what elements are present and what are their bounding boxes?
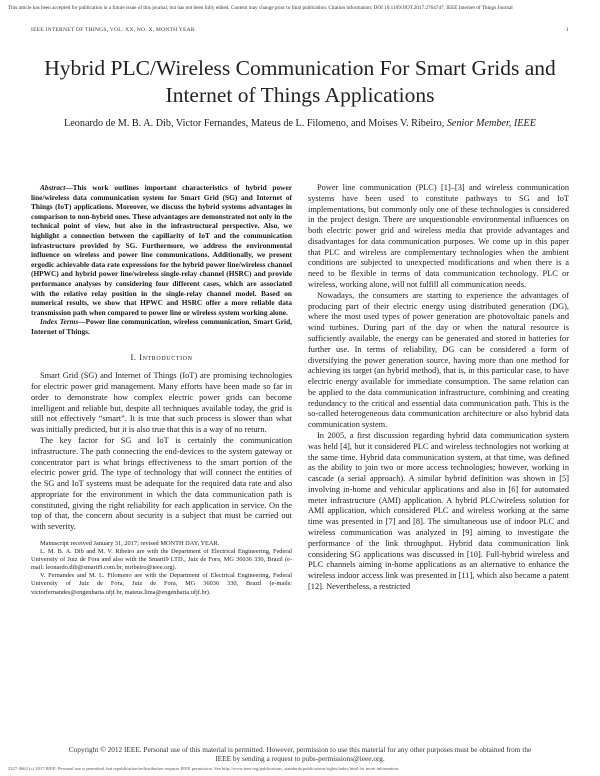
abstract bbox=[31, 183, 292, 317]
publication-notice: This article has been accepted for publication in a future issue of this journal, but has not been fully edited. Content may change prior to final publication. Citation information: DOI 10.1109/JIOT.2017.2764747, IEEE Internet of Things Journal bbox=[8, 5, 513, 11]
copyright-notice: Copyright © 2012 IEEE. Personal use of this material is permitted. However, permission to use this material for any other purposes must be obtained from the IEEE by sending a request to pubs-permissions@ieee.org. bbox=[68, 745, 532, 763]
page-number: 1 bbox=[566, 27, 569, 33]
journal-header: IEEE INTERNET OF THINGS, VOL. XX, NO. X, MONTH YEAR bbox=[31, 27, 195, 33]
index-terms-text: —Power line communication, wireless communication, Smart Grid, Internet of Things. bbox=[31, 317, 292, 336]
footnote: L. M. B. A. Dib and M. V. Ribeiro are with the Department of Electrical Engineering, Federal University of Juiz de Fora and also with the Smarti9 LTD., Juiz de Fora, MG 36036 330, Brazil (e-mail: leonardo.dib@smarti9.com.br, mribeiro@ieee.org). bbox=[31, 548, 292, 572]
section-heading-introduction: I. Introduction bbox=[130, 352, 193, 362]
footnote: Manuscript received January 31, 2017; revised MONTH DAY, YEAR. bbox=[40, 540, 220, 547]
paper-title: Hybrid PLC/Wireless Communication For Smart Grids and Internet of Things Applications bbox=[44, 56, 556, 107]
author-list bbox=[60, 117, 540, 131]
body-paragraph: Power line communication (PLC) [1]–[3] and wireless communication systems have been used to constitute pathways to SG and IoT implementations, but commonly only one of these technologies is considered in the project design. There are unquestionable environmental influences on both electric power grid and wireless media that provide advantages and disadvantages for data communication purposes. We come up in this paper that PLC and wireless are complementary technologies when the ambient conditions are subjected to unexpected modifications and when there is a need to be flexible in terms of data communication technology. PLC or wireless, working alone, will not fulfill all communication needs. bbox=[308, 183, 569, 290]
body-paragraph: Nowadays, the consumers are starting to experience the advantages of producing part of their electric energy using distributed generation (DG), where the most used types of power generation are photovoltaic panels and wind turbines. During part of the day or when the natural resource is sufficiently available, the energy can be generated and stored in batteries for further use. In terms of reliability, DG can be considered a form of diversifying the power generation source, having more than one method for achieving its target (an hybrid method), that is, in this particular case, to have electric energy available for immediate consumption. The same relation can be applied to the data communication infrastructure, combining and creating redundancy to the critical and essential data communication path. This is the so-called heterogeneous data communication architecture or also hybrid data communication system. bbox=[308, 290, 569, 430]
body-paragraph: In 2005, a first discussion regarding hybrid data communication system was held [4], but it considered PLC and wireless technologies not working at the same time. Hybrid data communication system, at that time, was defined as the ability to join two or more access technologies; however, working in cascade (a serial approach). A similar hybrid definition was shown in [5] involving in-home and vehicular applications and also in [6] for automated meter infrastructure (AMI) application. A hybrid PLC/wireless solution for AMI application, which considered PLC and wireless working at the same time was presented in [7] and [8]. The simultaneous use of indoor PLC and wireless communication was analyzed in [9] aiming to investigate the performance of the link throughput. Hybrid data communication link considering SG applications was discussed in [10]. Full-hybrid wireless and PLC channels aiming in-home applications as an alternative to enhance the wireless indoor access link was presented in [11], which also became a patent [12]. Nevertheless, a restricted bbox=[308, 430, 569, 591]
footnote: V. Fernandes and M. L. Filomeno are with the Department of Electrical Engineering, Federal University of Juiz de Fora, Juiz de Fora, MG 36036 330, Brazil (e-mails: victorfernandes@engenharia.ufjf.br, mateus.lima@engenharia.ufjf.br). bbox=[31, 572, 292, 596]
body-paragraph: The key factor for SG and IoT is certainly the communication infrastructure. The path connecting the end-devices to the system gateway or concentrator part is what brings effectiveness to the smart portion of the electric power grid. The type of technology that will connect the entities of the SG and IoT systems must be adequate for the required data rate and also appropriate for the environment in which the data communication path is constituted, giving the right reliability for each application in service. On the top of that, the concern about security is a subject that must be carried out with severity. bbox=[31, 435, 292, 532]
left-column bbox=[31, 183, 292, 597]
abstract-text: —This work outlines important characteristics of hybrid power line/wireless data communication system for Smart Grid (SG) and Internet of Things (IoT) applications. Moreover, we discuss the hybrid systems advantages in comparison to non-hybrid ones. These advantages are demonstrated not only in the technical point of view, but also in the infrastructural perspective. Also, we highlight a connection between the capillarity of IoT and the communication infrastructure provided by SG. Furthermore, we address the environmental influence on wireless and power line communications. Additionally, we present ergodic achievable data rate expressions for the hybrid power line/wireless channel (HPWC) and hybrid power line/wireless single-relay channel (HSRC) and provide performance analyses by considering four different cases, which are associated with the relative relay position in the single-relay channel model. Based on numerical results, we show that HPWC and HSRC offer a more reliable data transmission path when compared to power line or wireless system working alone. bbox=[31, 183, 292, 317]
body-paragraph: Smart Grid (SG) and Internet of Things (IoT) are promising technologies for electric power grid management. Many efforts have been made so far in order to demonstrate how complex electric power grids can become intelligent and reliable but, despite all techniques available today, the grid is still not effectively “smart”. It is true that such process is slower than what was initially predicted, but it is also true that this is a way of no return. bbox=[31, 371, 292, 435]
author-names: Leonardo de M. B. A. Dib, Victor Fernandes, Mateus de L. Filomeno, and Moises V. Ribeiro, bbox=[64, 118, 445, 129]
right-column bbox=[308, 183, 569, 593]
footnotes bbox=[31, 540, 292, 597]
author-membership: Senior Member, IEEE bbox=[446, 118, 536, 129]
abstract-label: Abstract bbox=[40, 183, 66, 192]
index-terms bbox=[31, 317, 292, 336]
rights-notice: 2327-4662 (c) 2017 IEEE. Personal use is permitted, but republication/redistribution requires IEEE permission. See http://www.ieee.org/publications_standards/publications/rights/index.html for more information. bbox=[8, 766, 400, 771]
running-header bbox=[31, 27, 569, 33]
index-terms-label: Index Terms bbox=[40, 317, 79, 327]
